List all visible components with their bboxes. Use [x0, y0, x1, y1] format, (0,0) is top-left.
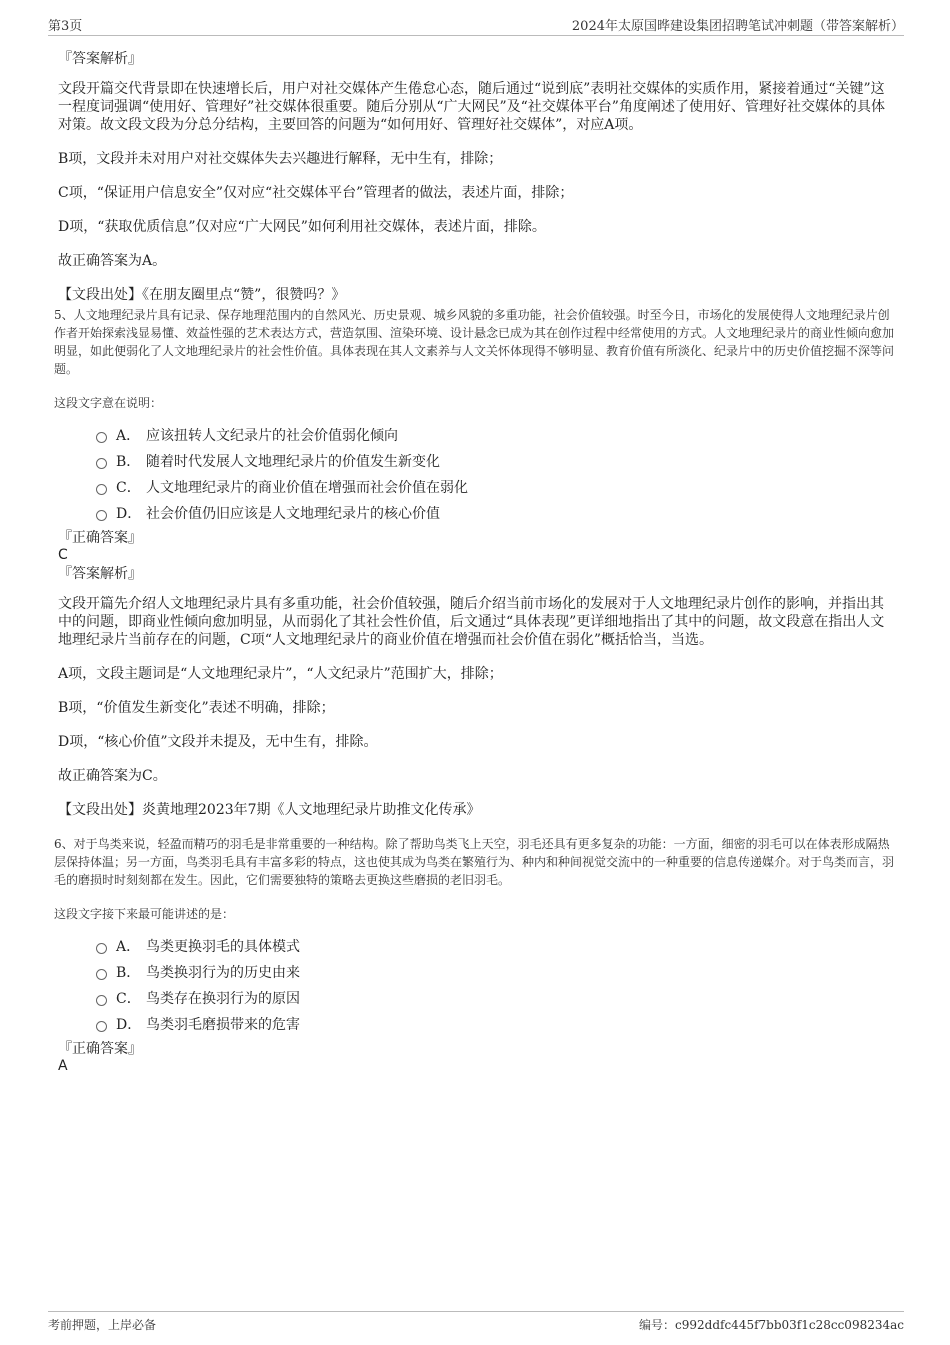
analysis-paragraph: 文段开篇先介绍人文地理纪录片具有多重功能，社会价值较强，随后介绍当前市场化的发展对于人文地理纪录片创作的影响，并指出其中的问题，即商业性倾向愈加明显，从而弱化了其社会性价值，后文通过“具体表现”更详细地指出了其中的问题，故文段意在指出人文地理纪录片当前存在的问题，C项“人文地理纪录片的商业价值在增强而社会价值在弱化”概括恰当，当选。 — [58, 596, 885, 648]
option-list — [54, 936, 896, 1040]
radio-icon[interactable] — [96, 1021, 107, 1032]
analysis-paragraph: D项，“核心价值”文段并未提及，无中生有，排除。 — [58, 734, 378, 750]
document-code: 编号：c992ddfc445f7bb03f1c28cc098234ac — [639, 1318, 904, 1332]
correct-answer: C — [58, 547, 68, 563]
analysis-paragraph: A项，文段主题词是“人文地理纪录片”，“人文纪录片”范围扩大，排除； — [58, 666, 503, 682]
source-citation: 【文段出处】炎黄地理2023年7期《人文地理纪录片助推文化传承》 — [58, 802, 481, 818]
analysis-paragraph: D项，“获取优质信息”仅对应“广大网民”如何利用社交媒体，表述片面，排除。 — [58, 219, 546, 235]
radio-icon[interactable] — [96, 484, 107, 495]
source-citation: 【文段出处】《在朋友圈里点“赞”，很赞吗？》 — [58, 287, 346, 303]
radio-icon[interactable] — [96, 510, 107, 521]
option-a[interactable]: A． 应该扭转人文纪录片的社会价值弱化倾向 — [96, 425, 896, 451]
answer-label: 『正确答案』 — [58, 1041, 142, 1057]
conclusion: 故正确答案为C。 — [58, 768, 167, 784]
analysis-label: 『答案解析』 — [58, 51, 142, 67]
question-text: 6、对于鸟类来说，轻盈而精巧的羽毛是非常重要的一种结构。除了帮助鸟类飞上天空，羽毛还具有更多复杂的功能：一方面，细密的羽毛可以在体表形成隔热层保持体温；另一方面，鸟类羽毛具有丰富多彩的特点，这也使其成为鸟类在繁殖行为、种内和种间视觉交流中的一种重要的信息传递媒介。对于鸟类而言，羽毛的磨损时时刻刻都在发生。因此，它们需要独特的策略去更换这些磨损的老旧羽毛。 — [54, 837, 895, 887]
option-a[interactable]: A． 鸟类更换羽毛的具体模式 — [96, 936, 896, 962]
question-prompt: 这段文字意在说明： — [54, 396, 163, 410]
analysis-paragraph: C项，“保证用户信息安全”仅对应“社交媒体平台”管理者的做法，表述片面，排除； — [58, 185, 574, 201]
footer-slogan: 考前押题，上岸必备 — [48, 1318, 157, 1332]
option-list — [54, 425, 896, 529]
conclusion: 故正确答案为A。 — [58, 253, 167, 269]
radio-icon[interactable] — [96, 458, 107, 469]
radio-icon[interactable] — [96, 995, 107, 1006]
option-b[interactable]: B． 鸟类换羽行为的历史由来 — [96, 962, 896, 988]
option-d[interactable]: D． 鸟类羽毛磨损带来的危害 — [96, 1014, 896, 1040]
question-prompt: 这段文字接下来最可能讲述的是： — [54, 907, 235, 921]
answer-label: 『正确答案』 — [58, 530, 142, 546]
radio-icon[interactable] — [96, 969, 107, 980]
option-b[interactable]: B． 随着时代发展人文地理纪录片的价值发生新变化 — [96, 451, 896, 477]
page-header — [48, 15, 904, 36]
page-number: 第3页 — [48, 19, 83, 34]
correct-answer: A — [58, 1058, 68, 1074]
analysis-paragraph: 文段开篇交代背景即在快速增长后，用户对社交媒体产生倦怠心态，随后通过“说到底”表明社交媒体的实质作用，紧接着通过“关键”这一程度词强调“使用好、管理好”社交媒体很重要。随后分别从“广大网民”及“社交媒体平台”角度阐述了使用好、管理好社交媒体的具体对策。故文段文段为分总分结构，主要回答的问题为“如何用好、管理好社交媒体”，对应A项。 — [58, 81, 885, 133]
option-c[interactable]: C． 人文地理纪录片的商业价值在增强而社会价值在弱化 — [96, 477, 896, 503]
question-text: 5、人文地理纪录片具有记录、保存地理范围内的自然风光、历史景观、城乡风貌的多重功能，社会价值较强。时至今日，市场化的发展使得人文地理纪录片创作者开始探索浅显易懂、效益性强的艺术表达方式，营造氛围、渲染环境、设计悬念已成为其在创作过程中经常使用的方式。人文地理纪录片的商业性倾向愈加明显，如此便弱化了人文地理纪录片的社会性价值。具体表现在其人文素养与人文关怀体现得不够明显、教育价值有所淡化、纪录片中的历史价值挖掘不深等问题。 — [54, 308, 895, 376]
document-body — [54, 48, 896, 1074]
radio-icon[interactable] — [96, 432, 107, 443]
page-footer — [48, 1311, 904, 1335]
document-title: 2024年太原国晔建设集团招聘笔试冲刺题（带答案解析） — [571, 19, 904, 34]
analysis-paragraph: B项，“价值发生新变化”表述不明确，排除； — [58, 700, 335, 716]
analysis-paragraph: B项，文段并未对用户对社交媒体失去兴趣进行解释，无中生有，排除； — [58, 151, 503, 167]
option-c[interactable]: C． 鸟类存在换羽行为的原因 — [96, 988, 896, 1014]
analysis-label: 『答案解析』 — [58, 566, 142, 582]
option-d[interactable]: D． 社会价值仍旧应该是人文地理纪录片的核心价值 — [96, 503, 896, 529]
radio-icon[interactable] — [96, 943, 107, 954]
